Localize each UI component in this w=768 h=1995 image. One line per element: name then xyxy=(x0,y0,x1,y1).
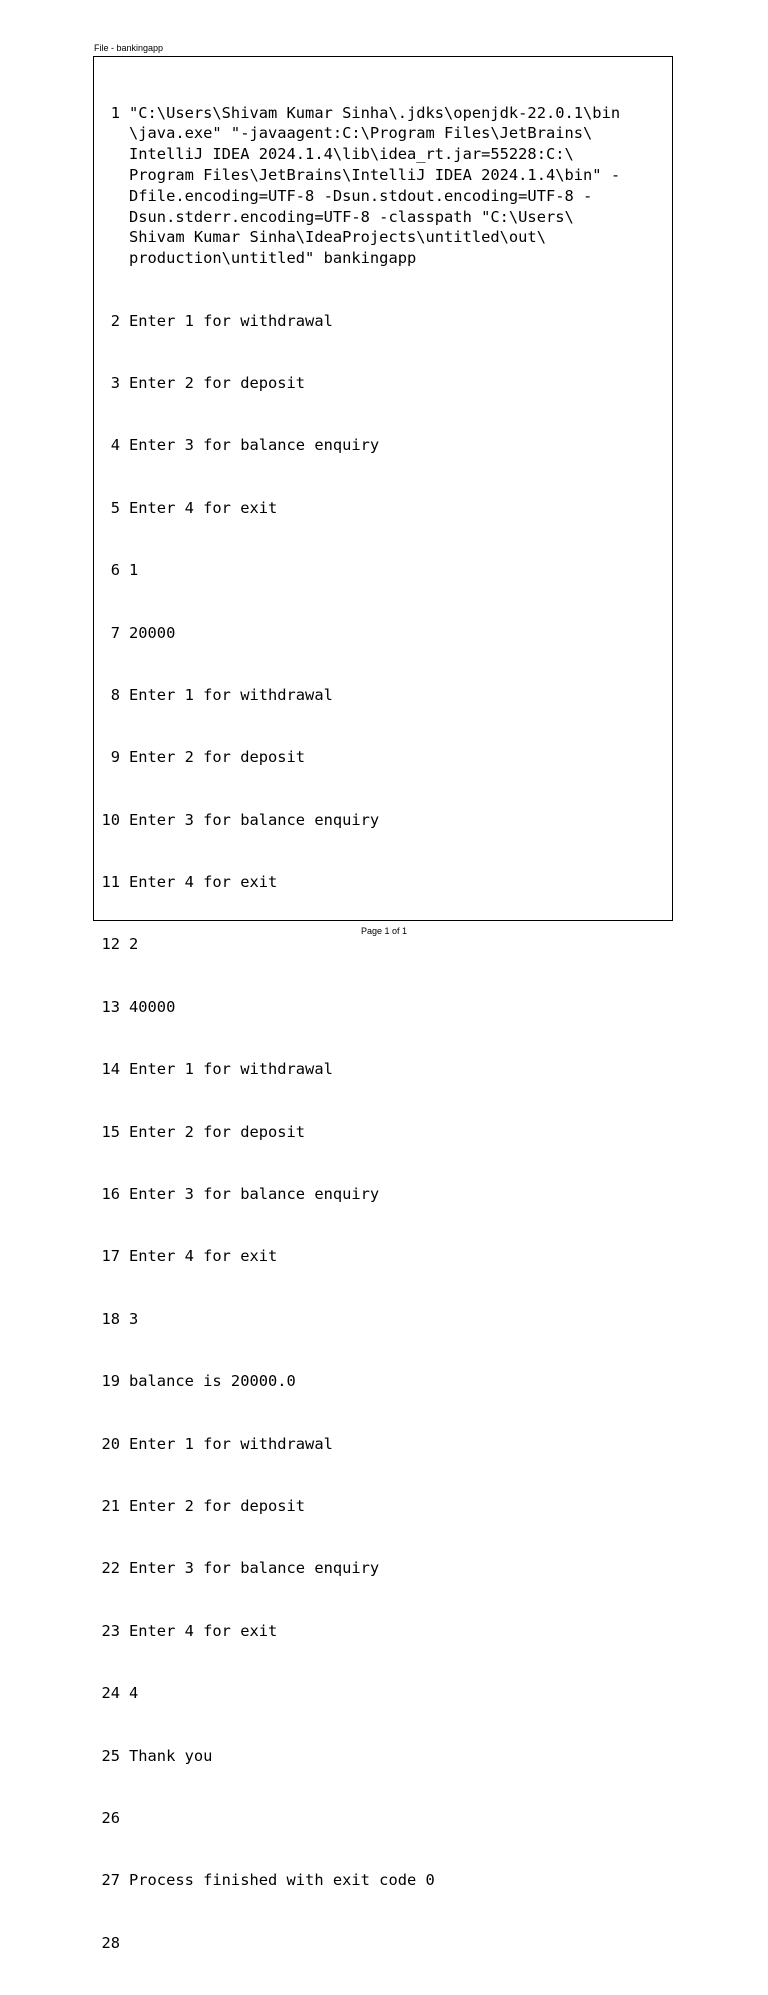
line-number: 13 xyxy=(101,997,120,1016)
code-line xyxy=(94,810,672,831)
code-line xyxy=(94,435,672,456)
code-line xyxy=(94,934,672,955)
line-text: 20000 xyxy=(129,623,176,642)
code-line xyxy=(94,1434,672,1455)
code-line xyxy=(94,1059,672,1080)
line-number: 17 xyxy=(101,1247,120,1266)
code-line xyxy=(94,747,672,768)
line-number: 3 xyxy=(110,373,120,392)
code-line xyxy=(94,1246,672,1267)
line-number: 28 xyxy=(101,1933,120,1952)
code-line xyxy=(94,1870,672,1891)
code-line xyxy=(94,1184,672,1205)
code-line xyxy=(94,1683,672,1704)
line-number: 27 xyxy=(101,1871,120,1890)
line-number: 1 xyxy=(110,103,120,122)
line-number: 2 xyxy=(110,311,120,330)
line-text: Enter 2 for deposit xyxy=(129,748,306,767)
line-number: 7 xyxy=(110,623,120,642)
console-output xyxy=(94,61,672,1995)
page-header-title: File - bankingapp xyxy=(94,43,164,53)
line-number: 25 xyxy=(101,1746,120,1765)
line-text: 3 xyxy=(129,1309,139,1328)
line-number: 24 xyxy=(101,1684,120,1703)
code-line xyxy=(94,872,672,893)
code-line xyxy=(94,498,672,519)
line-text: Enter 4 for exit xyxy=(129,1247,278,1266)
line-number: 20 xyxy=(101,1434,120,1453)
line-number: 16 xyxy=(101,1185,120,1204)
line-text: Enter 2 for deposit xyxy=(129,1122,306,1141)
page-footer: Page 1 of 1 xyxy=(360,926,408,936)
line-number: 10 xyxy=(101,810,120,829)
code-line xyxy=(94,1933,672,1954)
line-text: 40000 xyxy=(129,997,176,1016)
code-line xyxy=(94,1496,672,1517)
line-text: Enter 3 for balance enquiry xyxy=(129,1559,380,1578)
line-number: 22 xyxy=(101,1559,120,1578)
line-number: 19 xyxy=(101,1372,120,1391)
line-number: 15 xyxy=(101,1122,120,1141)
line-number: 21 xyxy=(101,1496,120,1515)
code-line xyxy=(94,623,672,644)
line-number: 14 xyxy=(101,1060,120,1079)
code-line xyxy=(94,560,672,581)
line-text: Enter 3 for balance enquiry xyxy=(129,436,380,455)
code-line xyxy=(94,1371,672,1392)
line-number: 8 xyxy=(110,685,120,704)
line-text: Enter 1 for withdrawal xyxy=(129,1434,333,1453)
line-number: 11 xyxy=(101,873,120,892)
line-text: Enter 2 for deposit xyxy=(129,373,306,392)
line-text: 4 xyxy=(129,1684,139,1703)
code-line xyxy=(94,1808,672,1829)
line-text: 1 xyxy=(129,561,139,580)
line-text: Enter 3 for balance enquiry xyxy=(129,810,380,829)
code-line xyxy=(94,1558,672,1579)
line-text: Enter 4 for exit xyxy=(129,873,278,892)
line-number: 18 xyxy=(101,1309,120,1328)
line-number: 4 xyxy=(110,436,120,455)
line-text: Enter 4 for exit xyxy=(129,1621,278,1640)
line-number: 26 xyxy=(101,1808,120,1827)
code-line xyxy=(94,1309,672,1330)
line-text: 2 xyxy=(129,935,139,954)
line-text: Process finished with exit code 0 xyxy=(129,1871,435,1890)
line-text: Enter 2 for deposit xyxy=(129,1496,306,1515)
code-line xyxy=(94,1746,672,1767)
line-text: Enter 1 for withdrawal xyxy=(129,311,333,330)
code-line xyxy=(94,311,672,332)
code-line xyxy=(94,1122,672,1143)
line-text: Thank you xyxy=(129,1746,213,1765)
line-text: Enter 4 for exit xyxy=(129,498,278,517)
line-number: 6 xyxy=(110,561,120,580)
line-number: 9 xyxy=(110,748,120,767)
code-line xyxy=(94,373,672,394)
line-text: "C:\Users\Shivam Kumar Sinha\.jdks\openjdk-22.0.1\bin \java.exe" "-javaagent:C:\Program Files\JetBrains\ IntelliJ IDEA 2024.1.4\lib\idea_rt.jar=55228:C:\ Program Files\JetBrains\IntelliJ IDEA 2024.1.4\bin" - Dfile.encoding=UTF-8 -Dsun.stdout.encoding=UTF-8 - Dsun.stderr.encoding=UTF-8 -classpath "C:\Users\ Shivam Kumar Sinha\IdeaProjects\untitled\out\ production\untitled" bankingapp xyxy=(129,103,621,268)
line-text: Enter 3 for balance enquiry xyxy=(129,1185,380,1204)
line-number: 12 xyxy=(101,935,120,954)
code-line xyxy=(94,1621,672,1642)
line-text: balance is 20000.0 xyxy=(129,1372,296,1391)
code-line xyxy=(94,685,672,706)
code-line xyxy=(94,103,672,269)
line-number: 5 xyxy=(110,498,120,517)
line-text: Enter 1 for withdrawal xyxy=(129,1060,333,1079)
code-line xyxy=(94,997,672,1018)
line-text: Enter 1 for withdrawal xyxy=(129,685,333,704)
line-number: 23 xyxy=(101,1621,120,1640)
